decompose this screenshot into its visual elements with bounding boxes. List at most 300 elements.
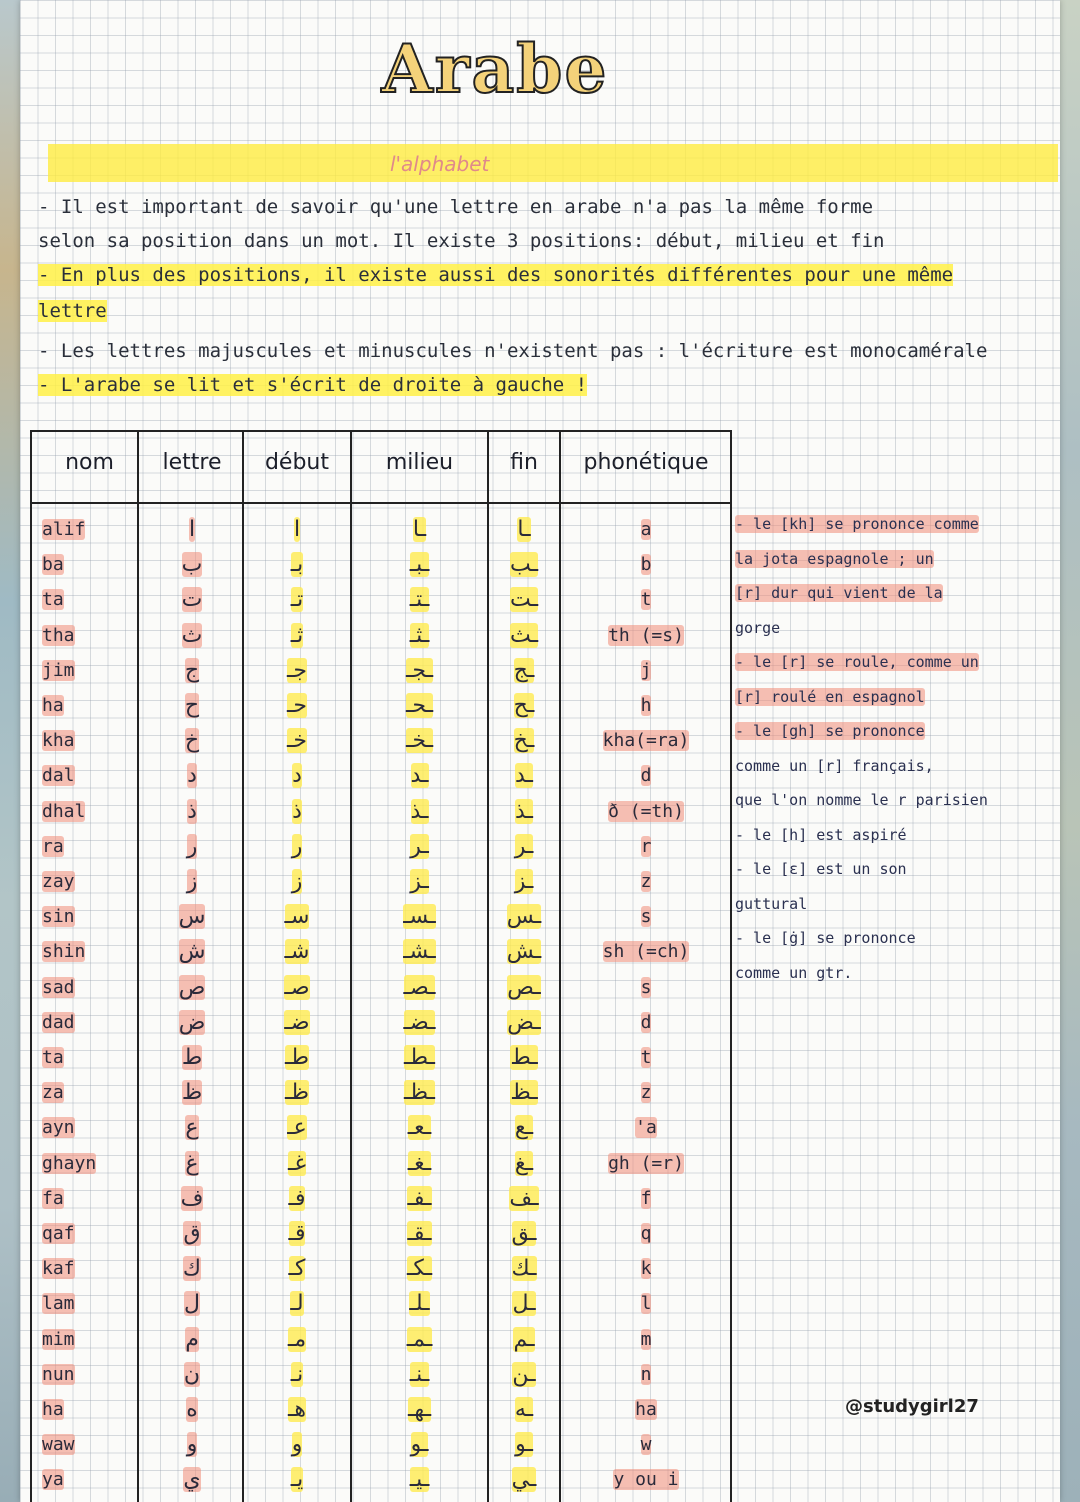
table-row	[32, 1322, 732, 1357]
cell-fin	[489, 1431, 559, 1459]
cell-text: ta	[42, 589, 64, 611]
cell-milieu	[352, 938, 487, 966]
cell-milieu	[352, 1079, 487, 1107]
cell-milieu	[352, 1114, 487, 1142]
cell-milieu	[352, 1009, 487, 1037]
cell-fin	[489, 516, 559, 544]
cell-text: ـك	[511, 1256, 537, 1282]
cell-fin	[489, 727, 559, 755]
cell-lettre	[142, 833, 242, 861]
cell-nom	[42, 622, 137, 650]
cell-text: th (=s)	[608, 624, 684, 646]
cell-phon	[562, 586, 730, 614]
cell-text: ha	[42, 695, 64, 716]
cell-text: t	[640, 589, 652, 611]
cell-text: ـثـ	[409, 622, 430, 648]
cell-text: ð (=th)	[608, 800, 684, 822]
cell-nom	[42, 974, 137, 1002]
cell-text: ـسـ	[403, 904, 436, 930]
cell-nom	[42, 833, 137, 861]
cell-text: k	[640, 1258, 652, 1280]
cell-text: ج	[184, 657, 200, 683]
cell-text: شـ	[284, 939, 310, 965]
cell-text: و	[186, 1432, 198, 1458]
note-text: [r] roulé en espagnol	[735, 687, 925, 706]
cell-text: w	[640, 1434, 652, 1456]
cell-milieu	[352, 833, 487, 861]
cell-text: ـع	[514, 1115, 534, 1141]
cell-fin	[489, 657, 559, 685]
note-line	[735, 860, 907, 894]
cell-text: fa	[42, 1187, 64, 1209]
cell-text: طـ	[285, 1045, 309, 1070]
cell-text: ش	[178, 939, 206, 965]
intro-line	[38, 340, 987, 370]
cell-milieu	[352, 974, 487, 1002]
cell-text: alif	[42, 519, 86, 540]
cell-debut	[244, 622, 350, 650]
cell-milieu	[352, 1431, 487, 1459]
cell-text: ـهـ	[407, 1397, 432, 1422]
alphabet-table	[30, 430, 732, 1502]
cell-text: n	[640, 1363, 652, 1385]
cell-text: فـ	[288, 1185, 306, 1211]
cell-text: ـغ	[514, 1150, 534, 1176]
cell-text: ـم	[513, 1326, 535, 1352]
cell-text: ق	[183, 1221, 201, 1246]
cell-text: l	[640, 1293, 652, 1315]
cell-lettre	[142, 1361, 242, 1389]
cell-lettre	[142, 727, 242, 755]
cell-fin	[489, 1290, 559, 1318]
cell-text: ـحـ	[405, 693, 434, 718]
cell-lettre	[142, 798, 242, 826]
table-row	[32, 1040, 732, 1075]
cell-text: s	[640, 976, 652, 998]
cell-milieu	[352, 551, 487, 579]
cell-text: ـذ	[410, 798, 429, 824]
table-row	[32, 758, 732, 793]
cell-debut	[244, 903, 350, 931]
cell-nom	[42, 762, 137, 790]
cell-text: ذ	[292, 798, 302, 824]
cell-text: kha	[42, 730, 75, 752]
cell-text: غ	[185, 1150, 199, 1176]
cell-milieu	[352, 586, 487, 614]
cell-text: 'a	[635, 1117, 657, 1139]
intro-text: selon sa position dans un mot. Il existe 3 positions: début, milieu et fin	[38, 230, 885, 252]
cell-text: ـي	[511, 1467, 537, 1493]
table-row	[32, 1110, 732, 1145]
cell-nom	[42, 1326, 137, 1354]
table-row	[32, 934, 732, 969]
table-row	[32, 582, 732, 617]
cell-text: ـه	[514, 1397, 534, 1422]
note-text: - le [kh] se prononce comme	[735, 515, 979, 533]
cell-nom	[42, 1185, 137, 1213]
note-text: gorge	[735, 618, 781, 637]
cell-nom	[42, 1150, 137, 1178]
table-row	[32, 970, 732, 1005]
cell-text: ص	[178, 974, 206, 1000]
note-line	[735, 550, 934, 584]
cell-text: ز	[186, 869, 198, 894]
cell-fin	[489, 1044, 559, 1072]
cell-fin	[489, 1114, 559, 1142]
cell-text: كـ	[288, 1256, 306, 1282]
cell-text: z	[640, 871, 652, 892]
cell-debut	[244, 1044, 350, 1072]
table-row	[32, 794, 732, 829]
cell-text: عـ	[287, 1115, 307, 1141]
cell-debut	[244, 1326, 350, 1354]
cell-nom	[42, 1255, 137, 1283]
cell-nom	[42, 1009, 137, 1037]
cell-fin	[489, 1185, 559, 1213]
cell-text: sad	[42, 976, 75, 998]
intro-text: - Les lettres majuscules et minuscules n'existent pas : l'écriture est monocamérale	[38, 340, 988, 362]
cell-text: jim	[42, 659, 75, 681]
cell-milieu	[352, 1255, 487, 1283]
cell-nom	[42, 903, 137, 931]
table-row	[32, 1181, 732, 1216]
cell-lettre	[142, 1326, 242, 1354]
cell-text: t	[640, 1047, 652, 1068]
cell-text: ـخ	[513, 728, 535, 754]
cell-text: kaf	[42, 1258, 75, 1280]
cell-milieu	[352, 868, 487, 896]
cell-text: ـز	[514, 869, 534, 894]
cell-text: ـر	[410, 833, 429, 859]
cell-nom	[42, 1044, 137, 1072]
cell-text: د	[292, 763, 302, 789]
cell-text: ha	[42, 1399, 64, 1420]
cell-fin	[489, 1220, 559, 1248]
cell-lettre	[142, 1290, 242, 1318]
header-fin: fin	[510, 450, 538, 475]
intro-text: - Il est important de savoir qu'une lettre en arabe n'a pas la même forme	[38, 196, 874, 218]
cell-nom	[42, 1431, 137, 1459]
note-text: - le [gh] se prononce	[735, 722, 925, 740]
cell-debut	[244, 1009, 350, 1037]
cell-text: ـف	[509, 1185, 539, 1211]
cell-text: ha	[635, 1399, 657, 1420]
note-line	[735, 895, 807, 929]
cell-text: هـ	[287, 1397, 307, 1422]
cell-fin	[489, 1009, 559, 1037]
cell-lettre	[142, 868, 242, 896]
cell-milieu	[352, 1361, 487, 1389]
cell-text: ـتـ	[409, 587, 430, 613]
table-row	[32, 653, 732, 688]
note-line	[735, 584, 943, 618]
cell-text: ghayn	[42, 1152, 97, 1174]
cell-text: ـط	[510, 1045, 538, 1070]
cell-text: ـلـ	[409, 1291, 430, 1317]
cell-text: ـت	[509, 587, 539, 613]
cell-text: q	[640, 1223, 652, 1244]
note-line	[735, 653, 979, 687]
cell-milieu	[352, 762, 487, 790]
cell-text: ظ	[181, 1080, 203, 1106]
table-row	[32, 1005, 732, 1040]
cell-debut	[244, 1466, 350, 1494]
cell-nom	[42, 1114, 137, 1142]
cell-phon	[562, 1114, 730, 1142]
cell-lettre	[142, 1185, 242, 1213]
cell-phon	[562, 1185, 730, 1213]
cell-phon	[562, 516, 730, 544]
cell-text: ـفـ	[407, 1185, 432, 1211]
cell-debut	[244, 692, 350, 720]
cell-nom	[42, 727, 137, 755]
cell-text: مـ	[287, 1326, 307, 1352]
cell-text: خـ	[286, 728, 308, 754]
cell-text: م	[185, 1326, 199, 1352]
cell-text: ـش	[506, 939, 542, 965]
cell-text: za	[42, 1082, 64, 1104]
cell-debut	[244, 1361, 350, 1389]
cell-lettre	[142, 1255, 242, 1283]
cell-text: ب	[181, 552, 203, 578]
cell-phon	[562, 798, 730, 826]
cell-lettre	[142, 1466, 242, 1494]
cell-nom	[42, 1466, 137, 1494]
cell-text: s	[640, 906, 652, 928]
intro-line	[38, 196, 873, 226]
note-line	[735, 515, 979, 549]
cell-phon	[562, 833, 730, 861]
cell-text: sin	[42, 906, 75, 928]
cell-nom	[42, 868, 137, 896]
cell-phon	[562, 1361, 730, 1389]
cell-text: ـح	[513, 693, 535, 718]
cell-debut	[244, 551, 350, 579]
cell-text: ـطـ	[404, 1045, 435, 1070]
cell-lettre	[142, 903, 242, 931]
cell-text: kha(=ra)	[602, 730, 690, 752]
cell-text: ن	[183, 1361, 201, 1387]
cell-fin	[489, 1326, 559, 1354]
note-text: comme un [r] français,	[735, 756, 934, 775]
cell-lettre	[142, 1044, 242, 1072]
cell-phon	[562, 762, 730, 790]
table-row	[32, 829, 732, 864]
cell-text: sh (=ch)	[602, 941, 690, 963]
cell-debut	[244, 938, 350, 966]
cell-text: ر	[186, 833, 198, 859]
cell-text: y ou i	[613, 1469, 679, 1491]
cell-lettre	[142, 622, 242, 650]
cell-debut	[244, 1150, 350, 1178]
cell-text: جـ	[286, 657, 308, 683]
cell-fin	[489, 762, 559, 790]
note-line	[735, 791, 988, 825]
cell-text: غـ	[288, 1150, 306, 1176]
cell-milieu	[352, 1326, 487, 1354]
cell-text: tha	[42, 624, 75, 646]
cell-text: ـب	[509, 552, 539, 578]
cell-text: ra	[42, 835, 64, 857]
cell-debut	[244, 868, 350, 896]
cell-lettre	[142, 1220, 242, 1248]
cell-milieu	[352, 657, 487, 685]
cell-milieu	[352, 1466, 487, 1494]
table-row	[32, 1251, 732, 1286]
table-row	[32, 1146, 732, 1181]
table-row	[32, 688, 732, 723]
cell-phon	[562, 974, 730, 1002]
cell-phon	[562, 1044, 730, 1072]
page-subtitle: l'alphabet	[390, 152, 490, 176]
cell-text: ـشـ	[403, 939, 436, 965]
note-line	[735, 722, 925, 756]
cell-text: ـل	[512, 1291, 536, 1317]
cell-text: shin	[42, 941, 86, 963]
cell-text: ـظ	[510, 1080, 538, 1106]
cell-text: z	[640, 1082, 652, 1104]
cell-nom	[42, 657, 137, 685]
cell-text: ـج	[513, 657, 535, 683]
cell-text: ـا	[517, 517, 531, 542]
cell-fin	[489, 622, 559, 650]
cell-text: و	[291, 1432, 303, 1458]
cell-lettre	[142, 974, 242, 1002]
cell-text: ـث	[509, 622, 539, 648]
cell-debut	[244, 516, 350, 544]
cell-fin	[489, 798, 559, 826]
cell-text: m	[640, 1328, 652, 1350]
table-row	[32, 1462, 732, 1497]
cell-lettre	[142, 1009, 242, 1037]
cell-phon	[562, 551, 730, 579]
cell-text: لـ	[290, 1291, 304, 1317]
cell-text: ta	[42, 1047, 64, 1068]
cell-phon	[562, 938, 730, 966]
cell-text: ـق	[511, 1221, 537, 1246]
cell-phon	[562, 657, 730, 685]
cell-phon	[562, 622, 730, 650]
cell-text: ـد	[515, 763, 533, 789]
cell-debut	[244, 798, 350, 826]
cell-milieu	[352, 1396, 487, 1424]
intro-line	[38, 374, 587, 404]
cell-text: waw	[42, 1434, 75, 1456]
cell-milieu	[352, 516, 487, 544]
cell-text: qaf	[42, 1223, 75, 1244]
table-row	[32, 899, 732, 934]
cell-lettre	[142, 1431, 242, 1459]
table-row	[32, 547, 732, 582]
cell-nom	[42, 1396, 137, 1424]
note-text: - le [r] se roule, comme un	[735, 653, 979, 671]
cell-text: ـجـ	[405, 657, 434, 683]
cell-text: ثـ	[290, 622, 304, 648]
cell-fin	[489, 868, 559, 896]
cell-debut	[244, 1220, 350, 1248]
cell-debut	[244, 1079, 350, 1107]
cell-text: ـصـ	[403, 974, 436, 1000]
cell-text: f	[640, 1187, 652, 1209]
cell-fin	[489, 1150, 559, 1178]
cell-text: بـ	[290, 552, 304, 578]
note-line	[735, 757, 934, 791]
cell-lettre	[142, 762, 242, 790]
cell-text: ف	[180, 1185, 204, 1211]
cell-lettre	[142, 1396, 242, 1424]
cell-fin	[489, 903, 559, 931]
cell-text: r	[640, 835, 652, 857]
cell-text: ـز	[410, 869, 429, 894]
table-row	[32, 1286, 732, 1321]
cell-text: ـيـ	[409, 1467, 430, 1493]
cell-milieu	[352, 1150, 487, 1178]
cell-text: ـظـ	[404, 1080, 435, 1106]
table-row	[32, 1075, 732, 1110]
note-text: comme un gtr.	[735, 963, 853, 982]
cell-debut	[244, 1431, 350, 1459]
cell-fin	[489, 1466, 559, 1494]
cell-fin	[489, 1361, 559, 1389]
cell-debut	[244, 974, 350, 1002]
cell-text: ظـ	[285, 1080, 309, 1106]
cell-text: nun	[42, 1363, 75, 1385]
header-nom: nom	[65, 450, 114, 475]
cell-text: صـ	[284, 974, 310, 1000]
cell-text: ا	[293, 517, 301, 542]
cell-text: ba	[42, 554, 64, 576]
cell-text: ذ	[187, 798, 197, 824]
cell-text: نـ	[290, 1361, 304, 1387]
intro-text: - En plus des positions, il existe aussi des sonorités différentes pour une même	[38, 264, 954, 286]
header-phonetique: phonétique	[583, 450, 709, 475]
cell-text: ـخـ	[405, 728, 434, 754]
cell-debut	[244, 1114, 350, 1142]
intro-text: lettre	[38, 300, 107, 322]
note-text: la jota espagnole ; un	[735, 549, 934, 568]
note-line	[735, 929, 916, 963]
cell-text: ـقـ	[407, 1221, 432, 1246]
table-row	[32, 512, 732, 547]
note-line	[735, 964, 852, 998]
cell-text: قـ	[288, 1221, 306, 1246]
cell-text: d	[640, 1011, 652, 1033]
cell-lettre	[142, 551, 242, 579]
note-text: - le [h] est aspiré	[735, 825, 907, 844]
cell-milieu	[352, 727, 487, 755]
cell-milieu	[352, 903, 487, 931]
cell-nom	[42, 516, 137, 544]
cell-text: د	[187, 763, 197, 789]
intro-paragraph	[38, 196, 1048, 416]
cell-lettre	[142, 657, 242, 685]
cell-phon	[562, 1150, 730, 1178]
cell-debut	[244, 586, 350, 614]
cell-text: dal	[42, 765, 75, 787]
cell-phon	[562, 1396, 730, 1424]
cell-lettre	[142, 1114, 242, 1142]
cell-text: ـضـ	[403, 1009, 436, 1035]
note-text: [r] dur qui vient de la	[735, 584, 943, 602]
cell-fin	[489, 692, 559, 720]
cell-text: ي	[183, 1467, 201, 1493]
cell-lettre	[142, 516, 242, 544]
cell-nom	[42, 798, 137, 826]
cell-nom	[42, 1290, 137, 1318]
cell-text: ـبـ	[409, 552, 430, 578]
cell-text: يـ	[290, 1467, 304, 1493]
cell-text: d	[640, 765, 652, 787]
